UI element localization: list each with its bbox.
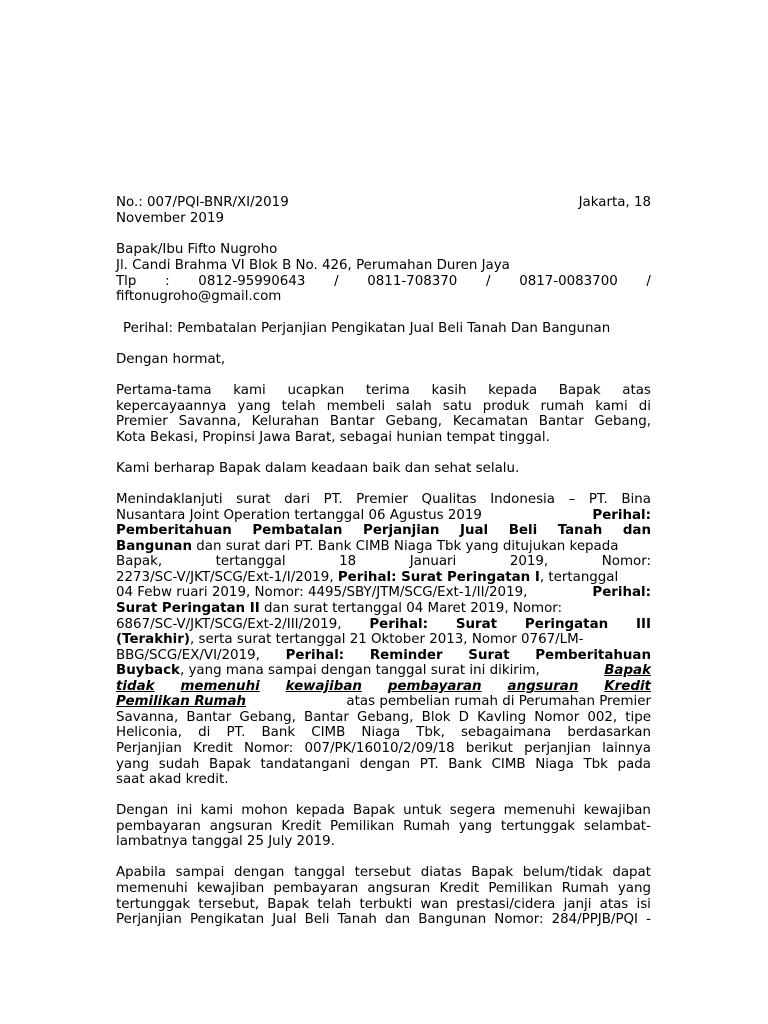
- word: Bapak: [471, 865, 514, 880]
- paragraph-4-line: [116, 819, 651, 835]
- word: Perjanjian: [116, 912, 182, 927]
- word: sudah: [158, 757, 200, 772]
- word: Bapak: [558, 383, 601, 398]
- greeting: Dengan hormat,: [116, 352, 226, 367]
- word: kewajiban: [583, 803, 651, 818]
- word: memenuhi: [116, 881, 188, 896]
- word: tertunggak: [116, 897, 191, 912]
- recipient-email: fiftonugroho@gmail.com: [116, 289, 282, 304]
- word: Perjanjian: [363, 523, 440, 538]
- word: berdasarkan: [567, 725, 651, 740]
- word: memenuhi: [180, 679, 260, 694]
- word: Dengan: [116, 803, 169, 818]
- word: Kredit: [281, 819, 322, 834]
- word: Bantar: [329, 414, 375, 429]
- word: dan: [622, 523, 651, 538]
- word: dengan: [233, 865, 285, 880]
- word: Rumah: [403, 819, 451, 834]
- paragraph-3-line: [116, 757, 651, 773]
- word: Bapak: [267, 897, 310, 912]
- paragraph-5-line: [116, 897, 651, 913]
- word: Pembatalan: [252, 523, 343, 538]
- word: yang: [116, 757, 150, 772]
- paragraph-3-line: [116, 523, 651, 539]
- word: Kecamatan: [452, 414, 528, 429]
- paragraph-4-line: [116, 803, 651, 819]
- paragraph-1-line: [116, 399, 651, 415]
- paragraph-3-line: Buyback, yang mana sampai dengan tanggal surat ini dikirim, Bapak: [116, 663, 651, 678]
- word: mohon: [241, 803, 288, 818]
- word: –: [568, 492, 576, 507]
- word: Indonesia: [490, 492, 555, 507]
- word: Nomor: [534, 710, 580, 725]
- word: Bank: [448, 757, 482, 772]
- paragraph-3-line: Bangunan dan surat dari PT. Bank CIMB Niaga Tbk yang ditujukan kepada: [116, 539, 619, 554]
- word: -: [646, 912, 651, 927]
- paragraph-3-line: BBG/SCG/EX/VI/2019, Perihal: Reminder Surat Pemberitahuan: [116, 648, 651, 663]
- paragraph-3-line: [116, 492, 651, 508]
- word: 002,: [587, 710, 618, 725]
- word: dari: [284, 492, 311, 507]
- word: kepada: [295, 803, 345, 818]
- word: Niaga: [361, 725, 401, 740]
- word: Tbk: [583, 757, 608, 772]
- word: dapat: [612, 865, 651, 880]
- word: atas: [599, 897, 629, 912]
- word: tipe: [625, 710, 651, 725]
- word: Jual: [272, 912, 297, 927]
- word: Menindaklanjuti: [116, 492, 223, 507]
- word: Bina: [621, 492, 651, 507]
- word: Kelurahan: [251, 414, 320, 429]
- word: Jual: [459, 523, 489, 538]
- phone-separator: /: [646, 274, 651, 289]
- word: Januari: [409, 554, 457, 569]
- word: Bantar: [304, 710, 349, 725]
- paragraph-1-line: Kota Bekasi, Propinsi Jawa Barat, sebagai hunian tempat tinggal.: [116, 430, 550, 445]
- word: wan: [420, 897, 449, 912]
- paragraph-3-line: saat akad kredit.: [116, 772, 229, 787]
- word: terbukti: [359, 897, 413, 912]
- word: perjanjian: [524, 741, 591, 756]
- word: tandatangani: [260, 757, 351, 772]
- word: yang: [617, 881, 651, 896]
- word: PT.: [588, 492, 608, 507]
- paragraph-3-line: 6867/SC-V/JKT/SCG/Ext-2/III/2019, Perihal: Surat Peringatan III: [116, 617, 651, 632]
- word: Pengikatan: [189, 912, 265, 927]
- word: Bapak: [209, 757, 251, 772]
- letter-subject: Perihal: Pembatalan Perjanjian Pengikatan Jual Beli Tanah Dan Bangunan: [123, 321, 611, 336]
- recipient-address: Jl. Candi Brahma VI Blok B No. 426, Perumahan Duren Jaya: [116, 258, 510, 273]
- word: Heliconia,: [116, 725, 182, 740]
- word: angsuran: [367, 881, 431, 896]
- word: terima: [365, 383, 410, 398]
- letter-number: No.: 007/PQI-BNR/XI/2019: [116, 195, 289, 210]
- header-line: [116, 195, 651, 211]
- word: Pemilikan: [488, 881, 553, 896]
- word: telah: [281, 399, 316, 414]
- paragraph-3-line: [116, 554, 651, 570]
- word: belum/tidak: [522, 865, 603, 880]
- word: 284/PPJB/PQI: [551, 912, 639, 927]
- word: produk: [482, 399, 530, 414]
- paragraph-3-line: Surat Peringatan II dan surat tertanggal 04 Maret 2019, Nomor:: [116, 601, 563, 616]
- place-date: Jakarta, 18: [578, 195, 651, 210]
- word: telah: [317, 897, 352, 912]
- word: Bapak,: [116, 554, 163, 569]
- word: ucapkan: [287, 383, 345, 398]
- word: yang: [458, 819, 493, 834]
- word: Savanna,: [178, 414, 241, 429]
- word: tersebut,: [198, 897, 260, 912]
- paragraph-3-line: 2273/SC-V/JKT/SCG/Ext-1/I/2019, Perihal: Surat Peringatan I, tertanggal: [116, 570, 619, 585]
- word: tanggal: [294, 865, 345, 880]
- word: Gebang,: [385, 414, 443, 429]
- word: angsuran: [507, 679, 579, 694]
- word: Perjanjian: [116, 741, 182, 756]
- word: D: [458, 710, 469, 725]
- word: pada: [617, 757, 651, 772]
- word: pembayaran: [116, 819, 201, 834]
- word: Kavling: [477, 710, 527, 725]
- word: membeli: [326, 399, 386, 414]
- word: kewajiban: [285, 679, 362, 694]
- paragraph-3-line: 04 Febw ruari 2019, Nomor: 4495/SBY/JTM/SCG/Ext-1/II/2019, Perihal:: [116, 585, 651, 600]
- word: angsuran: [209, 819, 273, 834]
- word: surat: [236, 492, 271, 507]
- phone-2: 0811-708370: [367, 274, 458, 289]
- paragraph-4-line: lambatnya tanggal 25 July 2019.: [116, 834, 335, 849]
- word: rumah: [540, 399, 585, 414]
- word: Qualitas: [421, 492, 477, 507]
- word: Bangunan: [418, 912, 487, 927]
- paragraph-3-line: (Terakhir), serta surat tertanggal 21 Oktober 2013, Nomor 0767/LM-: [116, 632, 584, 647]
- paragraph-1-line: [116, 414, 651, 430]
- word: Pertama-tama: [116, 383, 212, 398]
- word: diatas: [420, 865, 462, 880]
- word: CIMB: [491, 757, 526, 772]
- paragraph-3-line: [116, 725, 651, 741]
- word: Bank: [261, 725, 296, 740]
- word: 2019,: [509, 554, 549, 569]
- word: Premier: [356, 492, 408, 507]
- word: kasih: [431, 383, 467, 398]
- word: kepada: [488, 383, 538, 398]
- paragraph-1-line: [116, 383, 651, 399]
- word: Bantar: [186, 710, 232, 725]
- word: Beli: [508, 523, 538, 538]
- word: prestasi/cidera: [456, 897, 556, 912]
- phone-colon: :: [165, 274, 170, 289]
- phone-1: 0812-95990643: [198, 274, 306, 289]
- word: Pemberitahuan: [116, 523, 232, 538]
- word: Blok: [421, 710, 451, 725]
- word: Tanah: [557, 523, 603, 538]
- phone-3: 0817-0083700: [519, 274, 618, 289]
- word: pembayaran: [273, 881, 359, 896]
- word: Nomor:: [244, 741, 294, 756]
- word: dengan: [359, 757, 411, 772]
- phone-separator: /: [334, 274, 339, 289]
- word: satu: [442, 399, 472, 414]
- word: Gebang,: [594, 414, 651, 429]
- word: Tbk,: [416, 725, 445, 740]
- word: lainnya: [602, 741, 651, 756]
- word: kami: [595, 399, 628, 414]
- word: berikut: [465, 741, 513, 756]
- word: segera: [449, 803, 496, 818]
- paragraph-5-line: [116, 881, 651, 897]
- word: Apabila: [116, 865, 167, 880]
- word: Bantar: [538, 414, 584, 429]
- recipient-name: Bapak/Ibu Fifto Nugroho: [116, 242, 278, 257]
- word: tersebut: [354, 865, 412, 880]
- word: Nomor:: [601, 554, 651, 569]
- word: Tanah: [337, 912, 377, 927]
- word: Premier: [116, 414, 168, 429]
- paragraph-3-line: Pemilikan Rumah atas pembelian rumah di Perumahan Premier: [116, 694, 651, 709]
- word: pembayaran: [387, 679, 482, 694]
- word: tidak: [116, 679, 155, 694]
- word: atas: [622, 383, 651, 398]
- word: 18: [339, 554, 357, 569]
- word: isi: [636, 897, 651, 912]
- word: dan: [384, 912, 411, 927]
- word: untuk: [403, 803, 442, 818]
- word: kami: [233, 383, 266, 398]
- word: di: [198, 725, 211, 740]
- word: Savanna,: [116, 710, 179, 725]
- word: Nomor:: [494, 912, 544, 927]
- word: PT.: [226, 725, 246, 740]
- word: PT.: [419, 757, 439, 772]
- word: Gebang,: [356, 710, 414, 725]
- word: 007/PK/16010/2/09/18: [304, 741, 455, 756]
- word: Rumah: [561, 881, 609, 896]
- word: Kredit: [604, 679, 651, 694]
- paragraph-2: Kami berharap Bapak dalam keadaan baik dan sehat selalu.: [116, 461, 520, 476]
- word: yang: [237, 399, 271, 414]
- word: Kredit: [439, 881, 480, 896]
- word: kewajiban: [196, 881, 265, 896]
- word: selambat-: [583, 819, 651, 834]
- word: Kredit: [193, 741, 233, 756]
- phone-label: Tlp: [116, 274, 137, 289]
- word: CIMB: [311, 725, 346, 740]
- paragraph-5-line: [116, 912, 651, 928]
- word: di: [638, 399, 651, 414]
- paragraph-3-line: Nusantara Joint Operation tertanggal 06 Agustus 2019 Perihal:: [116, 508, 651, 523]
- place-date-continued: November 2019: [116, 211, 224, 226]
- word: Gebang,: [239, 710, 296, 725]
- word: kepercayaannya: [116, 399, 227, 414]
- word: Bapak: [353, 803, 395, 818]
- word: salah: [396, 399, 432, 414]
- word: janji: [563, 897, 592, 912]
- word: sebagaimana: [460, 725, 552, 740]
- paragraph-5-line: [116, 865, 651, 881]
- word: Pemilikan: [329, 819, 395, 834]
- paragraph-3-line: [116, 741, 651, 757]
- recipient-phone-line: [116, 274, 651, 290]
- word: tertanggal: [215, 554, 286, 569]
- word: memenuhi: [503, 803, 576, 818]
- phone-separator: /: [485, 274, 491, 289]
- word: PT.: [323, 492, 343, 507]
- word: sampai: [175, 865, 225, 880]
- word: tertunggak: [500, 819, 576, 834]
- word: ini: [176, 803, 193, 818]
- paragraph-3-line: [116, 679, 651, 695]
- paragraph-3-line: [116, 710, 651, 726]
- word: Niaga: [535, 757, 574, 772]
- word: kami: [200, 803, 234, 818]
- word: Beli: [304, 912, 330, 927]
